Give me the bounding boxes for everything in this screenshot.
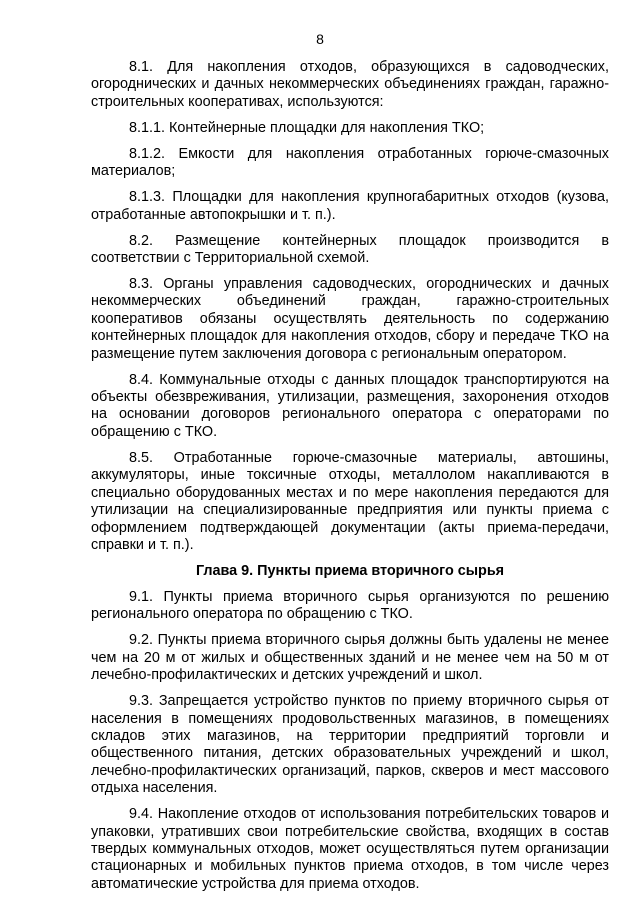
paragraph-9-2: 9.2. Пункты приема вторичного сырья должны быть удалены не менее чем на 20 м от жилых и общественных зданий и не менее чем на 50 м от лечебно-профилактических и детских учреждений и школ. xyxy=(91,632,609,684)
paragraph-8-3: 8.3. Органы управления садоводческих, огороднических и дачных некоммерческих объединений граждан, гаражно-строительных кооперативов обязаны осуществлять деятельность по содержанию контейнерных площадок для накопления отходов, сбору и передаче ТКО на размещение путем заключения договора с региональным оператором. xyxy=(91,276,609,362)
paragraph-9-1: 9.1. Пункты приема вторичного сырья организуются по решению регионального оператора по обращению с ТКО. xyxy=(91,588,609,623)
document-body xyxy=(91,59,609,902)
paragraph-8-2: 8.2. Размещение контейнерных площадок производится в соответствии с Территориальной схемой. xyxy=(91,232,609,267)
paragraph-8-5: 8.5. Отработанные горюче-смазочные материалы, автошины, аккумуляторы, иные токсичные отходы, металлолом накапливаются в специально оборудованных местах и по мере накопления передаются для утилизации на специализированные предприятия или пункты приема с оформлением подтверждающей документации (акты приема-передачи, справки и т. п.). xyxy=(91,449,609,553)
paragraph-9-4: 9.4. Накопление отходов от использования потребительских товаров и упаковки, утративших свои потребительские свойства, входящих в состав твердых коммунальных отходов, может осуществляться путем организации стационарных и мобильных пунктов приема отходов, в том числе через автоматические устройства для приема отходов. xyxy=(91,806,609,892)
page-number: 8 xyxy=(316,31,324,47)
paragraph-8-4: 8.4. Коммунальные отходы с данных площадок транспортируются на объекты обезвреживания, утилизации, размещения, захоронения отходов на основании договоров регионального оператора с операторами по обращению с ТКО. xyxy=(91,371,609,440)
paragraph-8-1-1: 8.1.1. Контейнерные площадки для накопления ТКО; xyxy=(129,119,485,136)
paragraph-9-3: 9.3. Запрещается устройство пунктов по приему вторичного сырья от населения в помещениях продовольственных магазинов, в помещениях складов этих магазинов, на территории предприятий торговли и общественного питания, детских образовательных учреждений и школ, лечебно-профилактических организаций, парков, скверов и мест массового отдыха населения. xyxy=(91,693,609,797)
chapter-heading: Глава 9. Пункты приема вторичного сырья xyxy=(195,562,505,579)
paragraph-8-1-3: 8.1.3. Площадки для накопления крупногабаритных отходов (кузова, отработанные автопокрышки и т. п.). xyxy=(91,189,609,223)
paragraph-8-1-2: 8.1.2. Емкости для накопления отработанных горюче-смазочных материалов; xyxy=(91,145,609,180)
paragraph-8-1: 8.1. Для накопления отходов, образующихся в садоводческих, огороднических и дачных некоммерческих объединениях граждан, гаражно-строительных кооперативах, используются: xyxy=(91,59,609,110)
